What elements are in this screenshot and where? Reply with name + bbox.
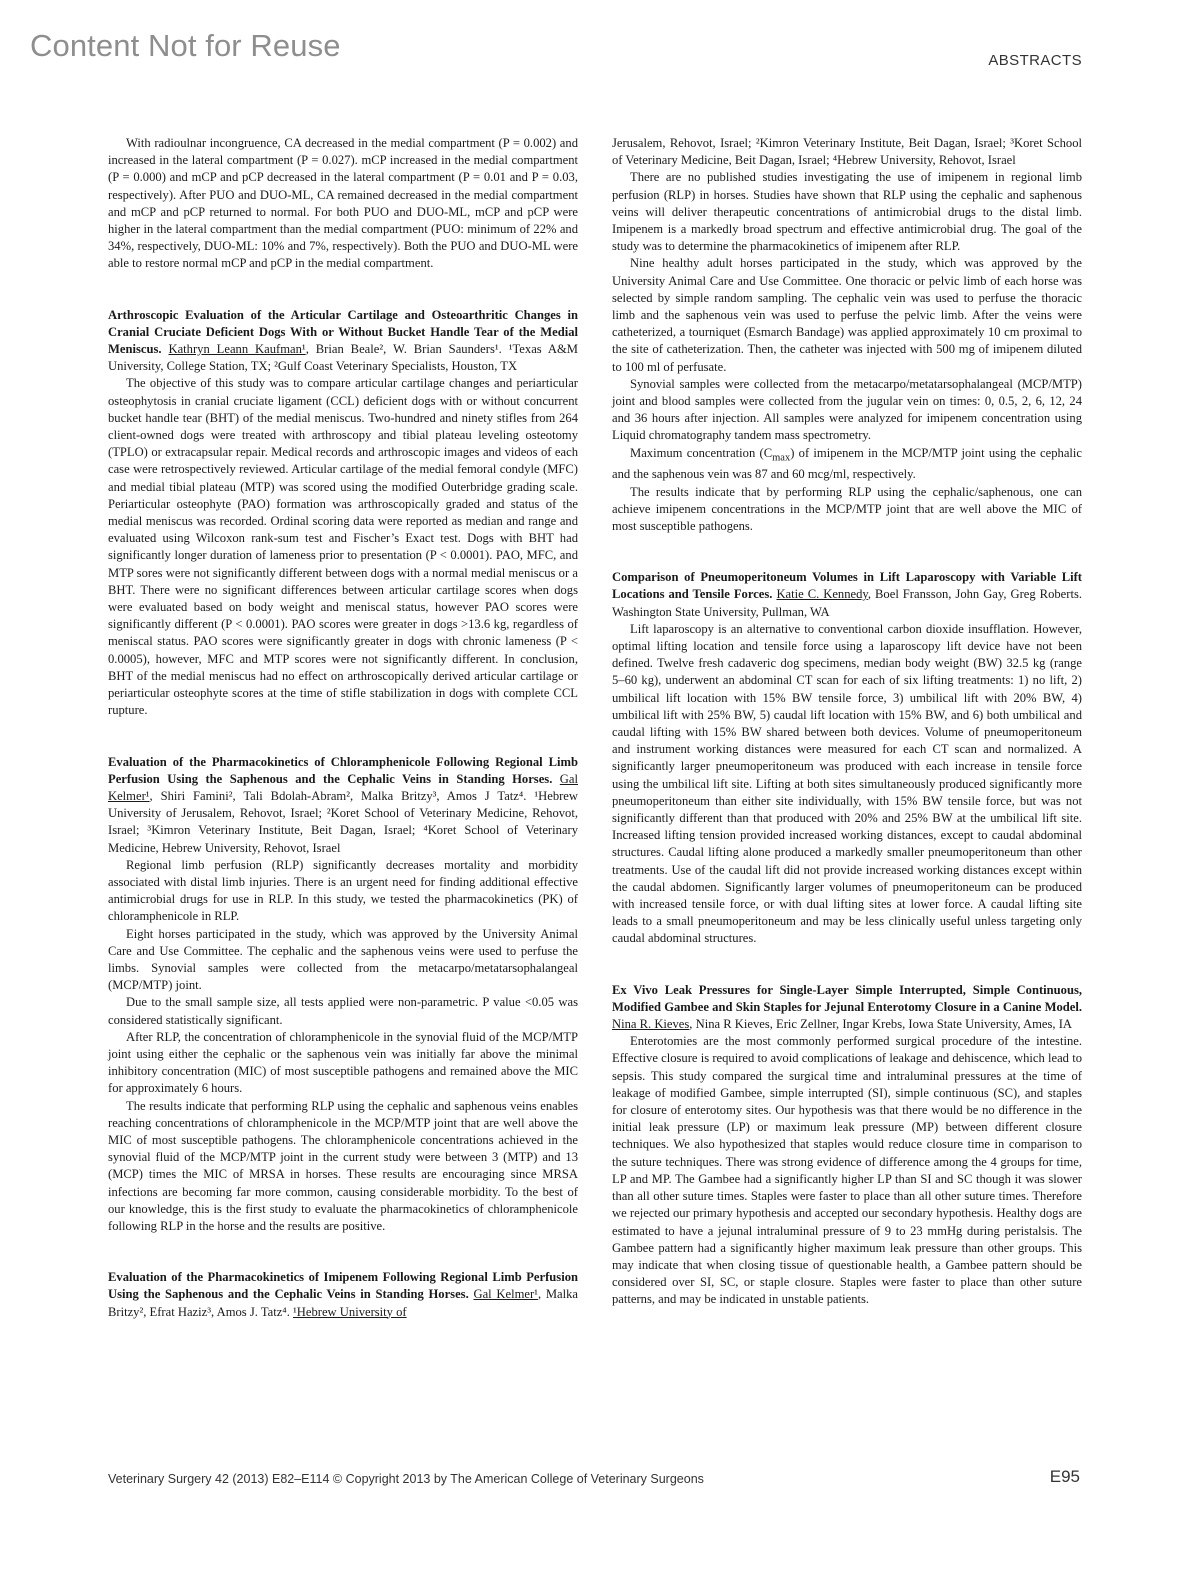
co-authors: , Nina R Kieves, Eric Zellner, Ingar Krebs, — [689, 1017, 906, 1032]
abstract-lift-laparoscopy — [612, 569, 1082, 947]
cmax-subscript: max — [772, 452, 791, 464]
abstract-imipenem-continued — [612, 135, 1082, 535]
journal-citation: Veterinary Surgery 42 (2013) E82–E114 © Copyright 2013 by The American College of Veterinary Surgeons — [108, 1472, 704, 1486]
affiliations: ¹Hebrew University of — [293, 1304, 407, 1319]
co-authors: , Shiri Famini², Tali Bdolah-Abram², Malka Britzy³, Amos J Tatz⁴. — [149, 788, 527, 803]
left-column — [108, 135, 578, 1321]
section-label: ABSTRACTS — [988, 52, 1082, 69]
cmax-result: ) of imipenem in the MCP/MTP joint using the cephalic and the saphenous vein was 87 and 60 mcg/ml, respectively. — [612, 445, 1082, 482]
paragraph: The results indicate that by performing RLP using the cephalic/saphenous, one can achieve imipenem concentrations in the MCP/MTP joint that are well above the MIC of most susceptible pathogens. — [612, 484, 1082, 533]
abstract-title: Evaluation of the Pharmacokinetics of Chloramphenicole Following Regional Limb Perfusion Using the Saphenous and the Cephalic Veins in Standing Horses. — [108, 754, 578, 786]
paragraph: Eight horses participated in the study, which was approved by the University Animal Care and Use Committee. The cephalic and the saphenous veins were used to perfuse the limbs. Synovial samples were collected from the metacarpo/metatarsophalangeal (MCP/MTP) joint. — [108, 926, 578, 993]
paragraph: There are no published studies investigating the use of imipenem in regional limb perfusion (RLP) in horses. Studies have shown that RLP using the cephalic and saphenous veins will deliver therapeutic concentrations of antimicrobial drugs to the distal limb. Imipenem is a markedly broad spectrum and effective antimicrobial drug. The goal of the study was to determine the pharmacokinetics of imipenem after RLP. — [612, 170, 1082, 254]
abstract-header — [108, 307, 578, 376]
affiliations: ¹Hebrew University of Jerusalem, Rehovot, Israel; ²Koret School of Veterinary Medicine, Rehovot, Israel; ³Kimron Veterinary Institute, Beit Dagan, Israel; ⁴Koret School of Veterinary Medicine, Hebrew University, Rehovot, Israel — [108, 788, 578, 855]
paragraph: Nine healthy adult horses participated in the study, which was approved by the University Animal Care and Use Committee. One thoracic or pelvic limb of each horse was selected by simple random sampling. The cephalic vein was used to perfuse the thoracic limb and the saphenous vein was used to perfuse the pelvic limb. After the veins were catheterized, a tourniquet (Esmarch Bandage) was applied approximately 10 cm proximal to the site of catheterization. Then, the catheter was injected with 500 mg of imipenem diluted to 100 ml of perfusate. — [612, 256, 1082, 374]
page-number: E95 — [1049, 1467, 1080, 1486]
right-column — [612, 135, 1082, 1309]
abstract-title: Ex Vivo Leak Pressures for Single-Layer Simple Interrupted, Simple Continuous, Modified Gambee and Skin Staples for Jejunal Enterotomy Closure in a Canine Model. — [612, 982, 1082, 1014]
paragraph: After RLP, the concentration of chloramphenicole in the synovial fluid of the MCP/MTP joint using either the cephalic or the saphenous vein was initially far above the minimal inhibitory concentration (MIC) of most susceptible pathogens and remained above the MIC for approximately 6 hours. — [108, 1029, 578, 1096]
affiliations: ¹Texas A&M University, College Station, TX; ²Gulf Coast Veterinary Specialists, Houston, TX — [108, 342, 579, 374]
co-authors: , Boel Fransson, John Gay, Greg Roberts. — [867, 587, 1082, 602]
abstract-header — [612, 569, 1082, 621]
watermark: Content Not for Reuse — [30, 28, 341, 63]
abstract-arthroscopic-evaluation — [108, 307, 578, 720]
co-authors: , Malka Britzy², Efrat Haziz³, Amos J. Tatz⁴. — [108, 1287, 578, 1319]
cmax-text: Maximum concentration (C — [630, 445, 773, 460]
presenting-author: Nina R. Kieves — [612, 1017, 690, 1032]
abstract-title: Comparison of Pneumoperitoneum Volumes in Lift Laparoscopy with Variable Lift Locations and Tensile Forces. — [612, 570, 1082, 602]
abstract-continuation — [108, 135, 578, 273]
paragraph: The objective of this study was to compare articular cartilage changes and periarticular osteophytosis in cranial cruciate ligament (CCL) deficient dogs with or without concurrent bucket handle tear (BHT) of the medial meniscus. Two-hundred and ninety stifles from 264 client-owned dogs were treated with arthroscopy and tibial plateau leveling osteotomy (TPLO) or extracapsular repair. Medical records and arthroscopic images and videos of each case were retrospectively reviewed. Articular cartilage of the medial femoral condyle (MFC) and medial tibial plateau (MTP) was scored using the modified Outerbridge grading scale. Periarticular osteophyte (PAO) formation was arthroscopically graded and status of the medial meniscus was recorded. Ordinal scoring data were reported as median and range and evaluated using Wilcoxon rank-sum test and Fischer’s Exact test. Dogs with BHT had significantly longer duration of lameness prior to presentation (P < 0.0001). PAO, MFC, and MTP sores were not significantly different between dogs with a normal medial meniscus or a BHT. There were no significant differences between articular cartilage scores when dogs were evaluated based on body weight and meniscal status, however PAO scores were significantly different (P < 0.0001). PAO scores were greater in dogs >13.6 kg, regardless of meniscal status. PAO scores were significantly greater in dogs with chronic lameness (P < 0.0005), however, MFC and MTP scores were not significantly different. In conclusion, BHT of the medial meniscus had no effect on arthroscopically derived articular cartilage or periarticular osteophyte scores at the time of stifle stabilization in dogs with complete CCL rupture. — [108, 376, 578, 718]
presenting-author: Kathryn Leann Kaufman¹ — [168, 342, 306, 357]
abstract-title: Evaluation of the Pharmacokinetics of Imipenem Following Regional Limb Perfusion Using the Saphenous and the Cephalic Veins in Standing Horses. — [108, 1270, 578, 1302]
presenting-author: Gal Kelmer¹ — [108, 771, 578, 803]
abstract-chloramphenicole — [108, 754, 578, 1236]
abstract-leak-pressures — [612, 982, 1082, 1309]
abstract-imipenem — [108, 1269, 578, 1321]
paragraph: With radioulnar incongruence, CA decreased in the medial compartment (P = 0.002) and increased in the lateral compartment (P = 0.027). mCP increased in the medial compartment (P = 0.000) and mCP and pCP decreased in the lateral compartment (P = 0.01 and P = 0.03, respectively). After PUO and DUO-ML, CA remained decreased in the medial compartment and mCP and pCP returned to normal. For both PUO and DUO-ML, mCP and pCP were higher in the lateral compartment than the medial compartment (PUO: minimum of 22% and 34%, respectively, DUO-ML: 10% and 7%, respectively). Both the PUO and DUO-ML were able to restore normal mCP and pCP in the medial compartment. — [108, 136, 578, 271]
co-authors: , Brian Beale², W. Brian Saunders¹. — [305, 342, 502, 357]
affiliations: Iowa State University, Ames, IA — [908, 1017, 1072, 1032]
abstract-header — [612, 982, 1082, 1034]
affiliations: Washington State University, Pullman, WA — [612, 604, 830, 619]
paragraph: The results indicate that performing RLP using the cephalic and saphenous veins enables reaching concentrations of chloramphenicole in the MCP/MTP joint that are well above the MIC of most susceptible pathogens. The chloramphenicole concentrations achieved in the synovial fluid of the MCP/MTP joint in the current study were between 3 (MTP) and 13 (MCP) times the MIC of MRSA in horses. These results are encouraging since MRSA infections are becoming far more common, causing considerable morbidity. To the best of our knowledge, this is the first study to evaluate the pharmacokinetics of chloramphenicole following RLP in the horse and the results are positive. — [108, 1098, 578, 1233]
paragraph: Lift laparoscopy is an alternative to conventional carbon dioxide insufflation. However, optimal lifting location and tensile force using a laparoscopy lift device have not been defined. Twelve fresh cadaveric dog specimens, median body weight (BW) 32.5 kg (range 5–60 kg), underwent an abdominal CT scan for each of six lifting treatments: 1) no lift, 2) umbilical lift location with 15% BW tensile force, 3) umbilical lift with 20% BW, 4) umbilical lift with 25% BW, 5) caudal lift location with 15% BW, and 6) both umbilical and caudal lifting with 15% BW shared between both devices. Volume of pneumoperitoneum and instrument working distances were measured for each CT scan and normalized. A significantly larger pneumoperitoneum was produced with each increase in tensile force using the umbilical lift site. Lifting at both sites simultaneously produced significantly more pneumoperitoneum than either site individually, with 15% BW tensile force, but was not significantly different than that produced with 20% and 25% BW at the umbilical lift site. Increased lifting tension provided increased working distances, except to caudal abdominal structures. Caudal lifting alone produced a markedly smaller pneumoperitoneum than other treatments. Use of the caudal lift did not provide increased working distances except within the caudal abdomen. Significantly larger volumes of pneumoperitoneum can be produced with increased tensile force, or with dual lifting sites at lower force. A caudal lifting site leads to a small pneumoperitoneum and may be less clinically useful unless targeting only caudal abdominal structures. — [612, 621, 1082, 946]
paragraph: Synovial samples were collected from the metacarpo/metatarsophalangeal (MCP/MTP) joint and blood samples were collected from the jugular vein on times: 0, 0.5, 2, 6, 12, 24 and 36 hours after injection. All samples were analyzed for imipenem concentration using Liquid chromatography tandem mass spectrometry. — [612, 376, 1082, 443]
paragraph — [612, 445, 1082, 484]
paragraph: Due to the small sample size, all tests applied were non-parametric. P value <0.05 was considered statistically significant. — [108, 995, 578, 1027]
paragraph: Regional limb perfusion (RLP) significantly decreases mortality and morbidity associated with distal limb injuries. There is an urgent need for finding additional effective antimicrobial drugs for use in RLP. In this study, we tested the pharmacokinetics (PK) of chloramphenicole in RLP. — [108, 857, 578, 924]
presenting-author: Katie C. Kennedy — [776, 587, 868, 602]
abstract-header — [108, 1269, 578, 1321]
abstract-title: Arthroscopic Evaluation of the Articular Cartilage and Osteoarthritic Changes in Cranial Cruciate Deficient Dogs With or Without Bucket Handle Tear of the Medial Meniscus. — [108, 307, 578, 357]
presenting-author: Gal Kelmer¹ — [473, 1287, 538, 1302]
paragraph: Enterotomies are the most commonly performed surgical procedure of the intestine. Effective closure is required to avoid complications of leakage and dehiscence, which lead to sepsis. This study compared the surgical time and intraluminal pressures at the time of leakage of modified Gambee, simple interrupted (SI), simple continuous (SC), and staples for closure of enterotomy sites. Our hypothesis was that there would be no difference in the initial leak pressure (LP) or maximum leak pressure (MP) between different closure techniques. We also hypothesized that staples would reduce closure time in comparison to the suture techniques. There was strong evidence of difference among the 4 groups for time, LP and MP. The Gambee had a significantly higher LP than SI and SC though it was slower than all other suture times. Staples were faster to place than all other suture times. Therefore we rejected our primary hypothesis and accepted our secondary hypothesis. Healthy dogs are estimated to have a jejunal intraluminal pressure of 9 to 23 mmHg during peristalsis. The Gambee pattern had a significantly higher maximum leak pressure than other groups. This may indicate that when closing tissue of questionable health, a Gambee pattern should be considered over SI, SC, or staple closure. Staples were faster to place than other suture patterns, and may be indicated in unstable patients. — [612, 1034, 1082, 1307]
abstract-header — [108, 754, 578, 857]
affiliations: Jerusalem, Rehovot, Israel; ²Kimron Veterinary Institute, Beit Dagan, Israel; ³Koret School of Veterinary Medicine, Beit Dagan, Israel; ⁴Hebrew University, Rehovot, Israel — [612, 136, 1082, 168]
